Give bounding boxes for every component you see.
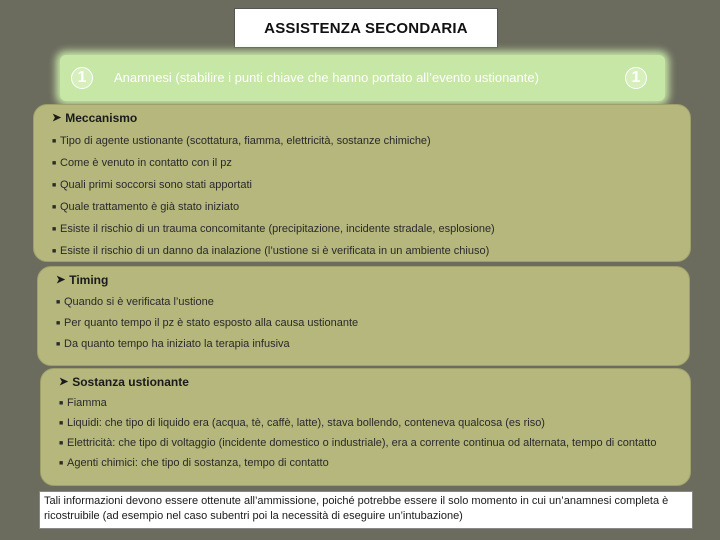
anamnesi-banner — [60, 55, 665, 101]
square-bullet-icon: ■ — [59, 440, 64, 447]
square-bullet-icon: ■ — [56, 341, 61, 348]
list-item: ■ Agenti chimici: che tipo di sostanza, tempo di contatto — [59, 457, 329, 469]
list-item: ■ Come è venuto in contatto con il pz — [52, 157, 232, 169]
list-item: ■ Quali primi soccorsi sono stati apportati — [52, 179, 252, 191]
square-bullet-icon: ■ — [56, 320, 61, 327]
section-heading: ➤ Meccanismo — [52, 110, 138, 125]
list-item: ■ Esiste il rischio di un trauma concomitante (precipitazione, incidente stradale, esplosione) — [52, 223, 495, 235]
square-bullet-icon: ■ — [52, 248, 57, 255]
list-item: ■ Tipo di agente ustionante (scottatura, fiamma, elettricità, sostanze chimiche) — [52, 135, 431, 147]
section-sostanza-ustionante — [40, 368, 691, 486]
square-bullet-icon: ■ — [52, 204, 57, 211]
section-timing — [37, 266, 690, 366]
square-bullet-icon: ■ — [52, 226, 57, 233]
step-number-badge: 1 — [71, 67, 93, 89]
list-item: ■ Quando si è verificata l’ustione — [56, 296, 214, 308]
section-heading: ➤ Sostanza ustionante — [59, 374, 189, 389]
section-heading: ➤ Timing — [56, 272, 109, 287]
list-item: ■ Esiste il rischio di un danno da inalazione (l’ustione si è verificata in un ambiente chiuso) — [52, 245, 490, 257]
square-bullet-icon: ■ — [56, 299, 61, 306]
footer-note: Tali informazioni devono essere ottenute all’ammissione, poiché potrebbe essere il solo momento in cui un’anamnesi completa è ricostruibile (ad esempio nel caso subentri poi la necessità di eseguire un’intubazione) — [39, 491, 693, 529]
slide-title: ASSISTENZA SECONDARIA — [264, 19, 468, 37]
list-item: ■ Quale trattamento è già stato iniziato — [52, 201, 240, 213]
square-bullet-icon: ■ — [52, 182, 57, 189]
square-bullet-icon: ■ — [52, 138, 57, 145]
square-bullet-icon: ■ — [59, 420, 64, 427]
slide-title-box — [234, 8, 498, 48]
square-bullet-icon: ■ — [59, 400, 64, 407]
section-meccanismo — [33, 104, 691, 262]
arrow-bullet-icon: ➤ — [52, 112, 62, 124]
list-item: ■ Fiamma — [59, 397, 107, 409]
list-item: ■ Liquidi: che tipo di liquido era (acqua, tè, caffè, latte), stava bollendo, conteneva qualcosa (es riso) — [59, 417, 545, 429]
anamnesi-text: Anamnesi (stabilire i punti chiave che hanno portato all’evento ustionante) — [114, 70, 539, 85]
step-number-badge: 1 — [625, 67, 647, 89]
list-item: ■ Elettricità: che tipo di voltaggio (incidente domestico o industriale), era a corrente continua od alternata, tempo di contatto — [59, 437, 657, 449]
list-item: ■ Da quanto tempo ha iniziato la terapia infusiva — [56, 338, 290, 350]
square-bullet-icon: ■ — [52, 160, 57, 167]
arrow-bullet-icon: ➤ — [56, 274, 66, 286]
arrow-bullet-icon: ➤ — [59, 376, 69, 388]
list-item: ■ Per quanto tempo il pz è stato esposto alla causa ustionante — [56, 317, 359, 329]
square-bullet-icon: ■ — [59, 460, 64, 467]
